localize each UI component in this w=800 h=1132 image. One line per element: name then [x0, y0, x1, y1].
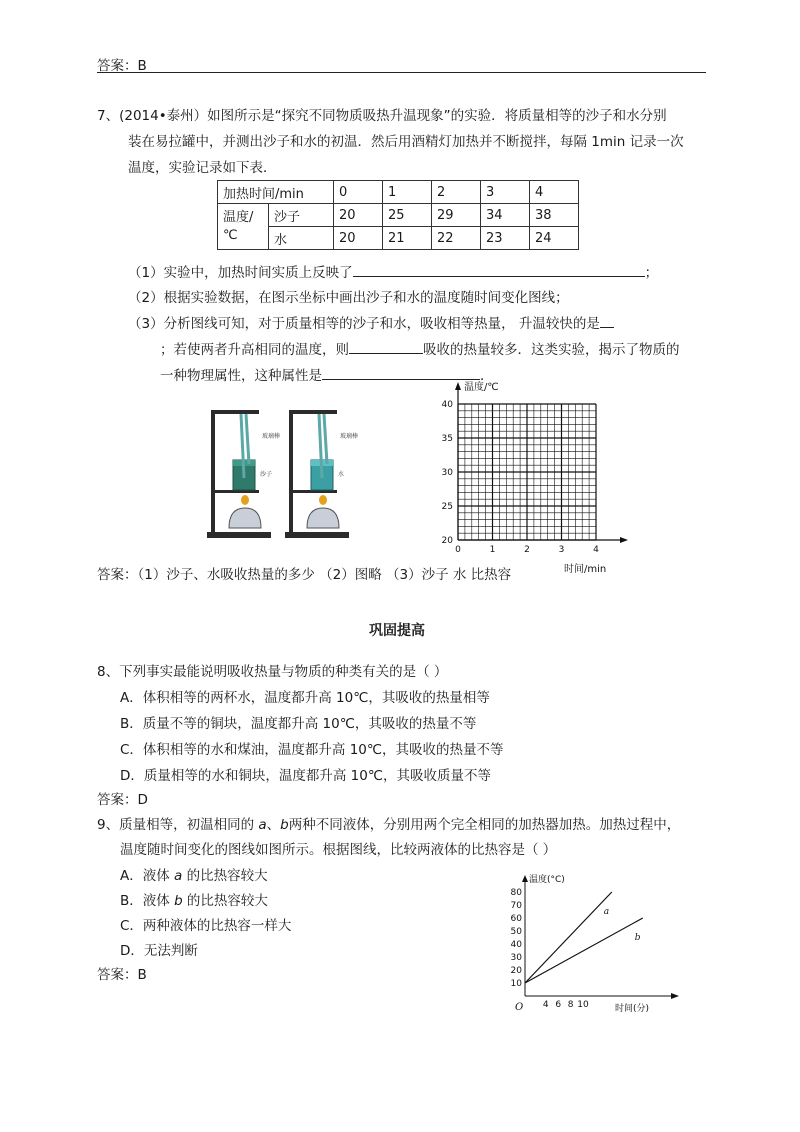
q9-series-line-a	[525, 892, 612, 983]
table-time-cell: 3	[481, 181, 530, 204]
q9-line1-b: 、	[266, 817, 281, 833]
q9-var-a: a	[258, 817, 267, 833]
divider-rule	[97, 72, 706, 73]
q9-series-label-a: a	[603, 907, 610, 917]
q9-y-tick-label: 70	[510, 901, 522, 911]
table-cell: 20	[334, 227, 383, 250]
y-tick-labels	[442, 400, 454, 546]
q9-y-tick-label: 50	[510, 927, 522, 937]
table-row-water	[218, 227, 579, 250]
q9-option-b	[120, 889, 268, 909]
table-row-group-label: 温度/℃	[218, 204, 269, 250]
y-tick-label: 25	[441, 502, 453, 512]
q9-option-d: D．无法判断	[120, 943, 198, 959]
q7-sub3b	[160, 338, 680, 358]
q9-origin-label: O	[515, 1002, 524, 1013]
q7-line2: 装在易拉罐中，并测出沙子和水的初温．然后用酒精灯加热并不断搅拌，每隔 1min 记录一次	[128, 134, 684, 150]
q9-y-axis-arrow	[522, 875, 528, 882]
y-tick-label: 40	[441, 400, 453, 410]
table-cell: 24	[530, 227, 579, 250]
y-tick-label: 20	[441, 536, 453, 546]
q9-line2: 温度随时间变化的图线如图所示。根据图线，比较两液体的比热容是（ ）	[120, 842, 557, 858]
q7-sub3b-pre: ；若使两者升高相同的温度，则	[160, 342, 349, 358]
q7-sub3c-text: 一种物理属性，这种属性是	[160, 368, 322, 384]
y-tick-label: 30	[441, 468, 453, 478]
table-row-name: 水	[269, 227, 334, 250]
q9-opt-a-var: a	[174, 868, 183, 884]
q9-series-line-b	[525, 918, 643, 983]
table-cell: 34	[481, 204, 530, 227]
q9-y-tick-label: 10	[510, 979, 522, 989]
y-axis-arrow	[455, 382, 461, 390]
q7-sub3b-blank	[349, 353, 423, 354]
experiment-table	[217, 180, 579, 250]
y-tick-label: 35	[441, 434, 453, 444]
section-title: 巩固提高	[369, 623, 425, 639]
q7-sub3a-blank	[600, 327, 614, 328]
apparatus-figure	[205, 402, 359, 544]
q9-x-tick-label: 8	[567, 1000, 574, 1010]
label-stir-left: 玻璃棒	[262, 433, 281, 440]
x-tick-label: 3	[558, 545, 565, 555]
q7-grid-chart	[432, 378, 642, 578]
q8-stem: 8、下列事实最能说明吸收热量与物质的种类有关的是（ ）	[97, 664, 448, 680]
q7-sub2: （2）根据实验数据，在图示坐标中画出沙子和水的温度随时间变化图线；	[128, 290, 569, 306]
q9-y-tick-label: 60	[510, 914, 522, 924]
q9-y-tick-label: 80	[510, 888, 522, 898]
q9-y-tick-labels	[511, 888, 523, 989]
x-axis-label: 时间/min	[564, 564, 607, 575]
label-water: 水	[338, 471, 345, 478]
table-row-name: 沙子	[269, 204, 334, 227]
q9-var-b: b	[280, 817, 289, 833]
table-row-sand	[218, 204, 579, 227]
table-cell: 21	[383, 227, 432, 250]
q7-sub3c-end: ．	[480, 368, 494, 384]
q8-option-d: D．质量相等的水和铜块，温度都升高 10℃，其吸收质量不等	[120, 768, 492, 784]
q8-option-c: C．体积相等的水和煤油，温度都升高 10℃，其吸收的热量不等	[120, 742, 504, 758]
table-time-cell: 1	[383, 181, 432, 204]
table-time-cell: 2	[432, 181, 481, 204]
table-cell: 29	[432, 204, 481, 227]
q7-sub1	[128, 261, 658, 281]
q8-option-b: B．质量不等的铜块，温度都升高 10℃，其吸收的热量不等	[120, 716, 477, 732]
table-time-cell: 0	[334, 181, 383, 204]
table-cell: 25	[383, 204, 432, 227]
q9-x-tick-label: 10	[577, 1000, 589, 1010]
q9-x-tick-label: 6	[555, 1000, 562, 1010]
q9-opt-b-pre: B．液体	[120, 893, 175, 909]
q9-series-lines	[525, 892, 643, 983]
q9-opt-a-pre: A．液体	[120, 868, 175, 884]
x-tick-label: 1	[489, 545, 496, 555]
table-time-cell: 4	[530, 181, 579, 204]
q7-answer: 答案：（1）沙子、水吸收热量的多少 （2）图略 （3）沙子 水 比热容	[97, 567, 512, 583]
q9-option-c: C．两种液体的比热容一样大	[120, 918, 292, 934]
table-header-row	[218, 181, 579, 204]
q9-x-tick-labels	[543, 1000, 589, 1010]
q9-opt-a-post: 的比热容较大	[182, 868, 268, 884]
q7-sub1-text: （1）实验中，加热时间实质上反映了	[128, 265, 353, 281]
label-sand: 沙子	[260, 471, 273, 478]
q9-y-tick-label: 30	[510, 953, 522, 963]
q9-x-axis-label: 时间(分)	[615, 1004, 650, 1014]
q7-sub3a	[128, 312, 614, 332]
q9-y-tick-label: 20	[510, 966, 522, 976]
q9-line1	[97, 813, 680, 833]
q9-opt-b-post: 的比热容较大	[182, 893, 268, 909]
q9-option-a	[120, 864, 268, 884]
q9-line-chart	[503, 870, 683, 1015]
q7-line1: 7、(2014•泰州）如图所示是“探究不同物质吸热升温现象”的实验．将质量相等的沙子和水分别	[97, 108, 667, 124]
table-header-label: 加热时间/min	[218, 181, 334, 204]
q9-series-label-b: b	[634, 933, 641, 943]
q7-sub3b-post: 吸收的热量较多．这类实验，揭示了物质的	[423, 342, 680, 358]
q7-sub1-blank	[353, 276, 645, 277]
q9-answer: 答案：B	[97, 967, 147, 983]
grid-lines	[458, 404, 596, 540]
q9-line1-c: 两种不同液体，分别用两个完全相同的加热器加热。加热过程中，	[288, 817, 681, 833]
x-tick-label: 4	[593, 545, 599, 555]
x-tick-labels	[455, 545, 599, 555]
table-cell: 20	[334, 204, 383, 227]
y-axis-label: 温度/℃	[464, 382, 499, 393]
table-cell: 22	[432, 227, 481, 250]
x-tick-label: 2	[524, 545, 530, 555]
table-cell: 23	[481, 227, 530, 250]
table-cell: 38	[530, 204, 579, 227]
q9-y-tick-label: 40	[510, 940, 522, 950]
q8-answer: 答案：D	[97, 792, 148, 808]
x-axis-arrow	[620, 537, 628, 543]
q7-sub3a-text: （3）分析图线可知，对于质量相等的沙子和水，吸收相等热量， 升温较快的是	[128, 316, 600, 332]
q9-x-tick-label: 4	[542, 1000, 549, 1010]
q8-option-a: A．体积相等的两杯水，温度都升高 10℃，其吸收的热量相等	[120, 690, 490, 706]
label-stir-right: 玻璃棒	[340, 433, 359, 440]
x-tick-label: 0	[455, 545, 461, 555]
q9-opt-b-var: b	[174, 893, 183, 909]
q9-x-axis-arrow	[671, 993, 679, 999]
top-answer: 答案：B	[97, 58, 147, 74]
q7-sub1-end: ；	[644, 265, 659, 281]
q9-y-axis-label: 温度(°C)	[529, 875, 565, 885]
q7-line3: 温度，实验记录如下表．	[128, 160, 277, 176]
q9-line1-a: 9、质量相等，初温相同的	[97, 817, 259, 833]
